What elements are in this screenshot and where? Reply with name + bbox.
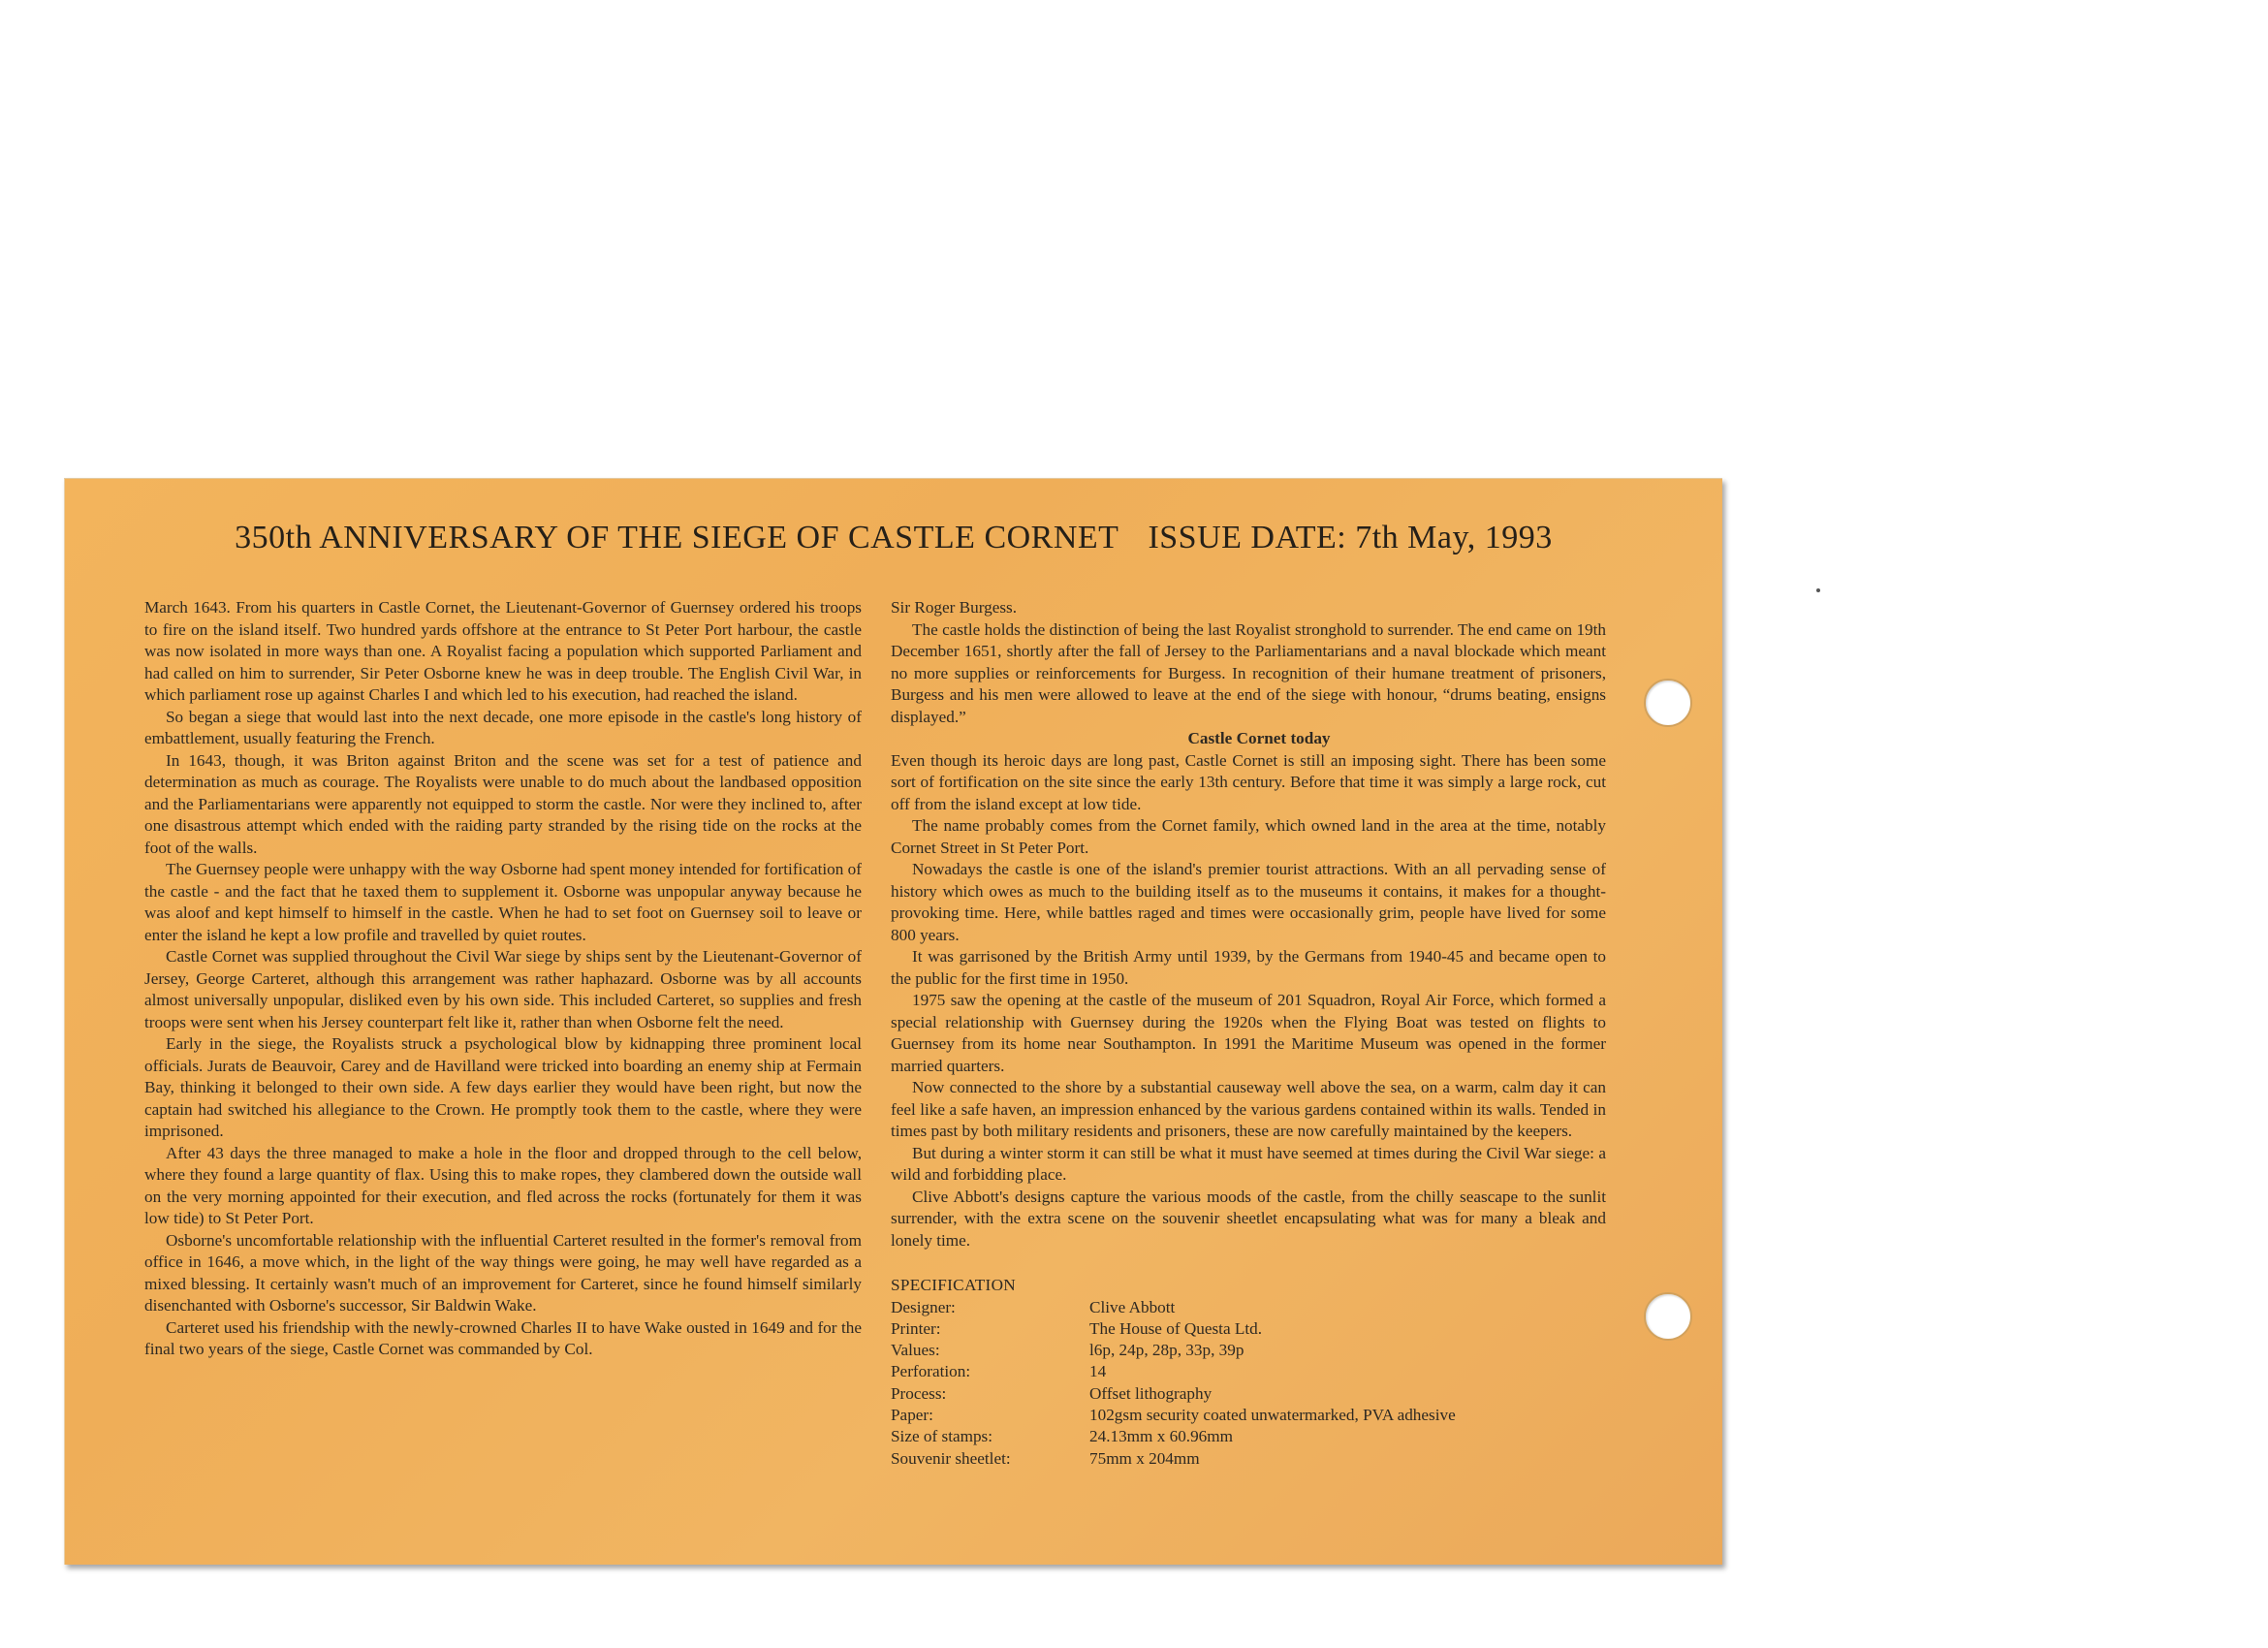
spec-row (891, 1448, 1606, 1470)
spec-row (891, 1318, 1606, 1340)
punch-hole-bottom (1644, 1292, 1692, 1341)
spec-label: Paper: (891, 1405, 933, 1424)
right-paragraph: It was garrisoned by the British Army until 1939, by the Germans from 1940-45 and became open to the public for the first time in 1950. (891, 947, 1606, 988)
right-paragraph: But during a winter storm it can still be what it must have seemed at times during the Civil War siege: a wild and forbidding place. (891, 1143, 1606, 1184)
spec-row (891, 1405, 1606, 1426)
title-issue-date: ISSUE DATE: 7th May, 1993 (1148, 520, 1553, 555)
spec-row (891, 1340, 1606, 1361)
specification-title: SPECIFICATION (891, 1276, 1017, 1294)
spec-row (891, 1383, 1606, 1405)
spec-value: The House of Questa Ltd. (1089, 1318, 1263, 1338)
right-paragraphs-before (891, 619, 1606, 729)
specification-table (891, 1297, 1606, 1470)
spec-row (891, 1426, 1606, 1447)
subheading-castle-cornet-today: Castle Cornet today (1187, 729, 1331, 747)
left-paragraph: So began a siege that would last into the next decade, one more episode in the castle's long history of embattlement, usually featuring the French. (144, 707, 862, 747)
spec-row (891, 1361, 1606, 1382)
left-paragraph: Early in the siege, the Royalists struck a psychological blow by kidnapping three prominent local officials. Jurats de Beauvoir, Carey and de Havilland were tricked into boarding an enemy ship at Fermain Bay, thinking it belonged to their own side. A few days earlier they would have been right, but now the captain had switched his allegiance to the Crown. He promptly took them to the castle, where they were imprisoned. (144, 1034, 862, 1140)
left-paragraph: Osborne's uncomfortable relationship with the influential Carteret resulted in the former's removal from office in 1646, a move which, in the light of the way things were going, he may well have regarded as a mixed blessing. It certainly wasn't much of an improvement for Carteret, since he found himself similarly disenchanted with Osborne's successor, Sir Baldwin Wake. (144, 1230, 862, 1315)
card-title (65, 520, 1722, 556)
right-paragraph: Clive Abbott's designs capture the various moods of the castle, from the chilly seascape to the sunlit surrender, with the extra scene on the souvenir sheetlet encapsulating what was for many a bleak and lonely time. (891, 1187, 1606, 1250)
right-column (891, 597, 1606, 1470)
spec-value: l6p, 24p, 28p, 33p, 39p (1089, 1341, 1244, 1360)
right-paragraph: Nowadays the castle is one of the island's premier tourist attractions. With an all pervading sense of history which owes as much to the building itself as to the museums it contains, it makes for a thought-provoking time. Here, while battles raged and times were occasionally grim, people have lived for some 800 years. (891, 860, 1606, 944)
info-card (64, 478, 1722, 1565)
left-paragraph: The Guernsey people were unhappy with the way Osborne had spent money intended for fortification of the castle - and the fact that he taxed them to supplement it. Osborne was unpopular anyway because he was aloof and kept himself to himself in the castle. When he had to set foot on Guernsey soil to leave or enter the island he kept a low profile and travelled by quiet routes. (144, 860, 862, 944)
spec-value: 75mm x 204mm (1089, 1448, 1200, 1468)
spec-value: 24.13mm x 60.96mm (1089, 1427, 1234, 1446)
spec-label: Souvenir sheetlet: (891, 1448, 1011, 1468)
spec-label: Designer: (891, 1297, 956, 1316)
right-paragraph: 1975 saw the opening at the castle of the museum of 201 Squadron, Royal Air Force, which formed a special relationship with Guernsey during the 1920s when the Flying Boat was tested on flights to Guernsey from its home near Southampton. In 1991 the Maritime Museum was opened in the former married quarters. (891, 991, 1606, 1075)
punch-hole-top (1644, 679, 1692, 727)
left-paragraph: Castle Cornet was supplied throughout the Civil War siege by ships sent by the Lieutenant-Governor of Jersey, George Carteret, although this arrangement was rather haphazard. Osborne was by all accounts almost universally unpopular, disliked even by his own side. This included Carteret, so supplies and fresh troops were sent when his Jersey counterpart felt like it, rather than when Osborne felt the need. (144, 947, 862, 1031)
continuation-text: Sir Roger Burgess. (891, 598, 1018, 617)
right-paragraph: Now connected to the shore by a substantial causeway well above the sea, on a warm, calm day it can feel like a safe haven, an impression enhanced by the various gardens contained within its walls. Tended in times past by both military residents and prisoners, these are now carefully maintained by the keepers. (891, 1078, 1606, 1140)
left-column (144, 597, 862, 1361)
spec-label: Printer: (891, 1318, 941, 1338)
spec-label: Values: (891, 1341, 940, 1360)
spec-label: Process: (891, 1383, 947, 1403)
spec-value: 14 (1089, 1362, 1107, 1381)
today-first-paragraph: Even though its heroic days are long past, Castle Cornet is still an imposing sight. There has been some sort of fortification on the site since the early 13th century. Before that time it was simply a large rock, cut off from the island except at low tide. (891, 750, 1606, 813)
spec-value: Clive Abbott (1089, 1297, 1176, 1316)
stray-dot (1816, 588, 1820, 592)
right-paragraph: The name probably comes from the Cornet family, which owned land in the area at the time, notably Cornet Street in St Peter Port. (891, 816, 1606, 857)
left-paragraph: March 1643. From his quarters in Castle Cornet, the Lieutenant-Governor of Guernsey ordered his troops to fire on the island itself. Two hundred yards offshore at the entrance to St Peter Port harbour, the castle was now isolated in more ways than one. A Royalist facing a population which supported Parliament and had called on him to surrender, Sir Peter Osborne knew he was in deep trouble. The English Civil War, in which parliament rose up against Charles I and which led to his execution, had reached the island. (144, 598, 862, 704)
spec-row (891, 1297, 1606, 1318)
left-paragraph: Carteret used his friendship with the newly-crowned Charles II to have Wake ousted in 1649 and for the final two years of the siege, Castle Cornet was commanded by Col. (144, 1317, 862, 1358)
right-paragraphs-after (891, 815, 1606, 1252)
spec-value: 102gsm security coated unwatermarked, PVA adhesive (1089, 1405, 1456, 1424)
left-paragraph: In 1643, though, it was Briton against Briton and the scene was set for a test of patience and determination as much as courage. The Royalists were unable to do much about the landbased opposition and the Parliamentarians were apparently not equipped to storm the castle. Nor were they inclined to, after one disastrous attempt which ended with the raiding party stranded by the rising tide on the rocks at the foot of the walls. (144, 750, 862, 857)
spec-label: Size of stamps: (891, 1427, 993, 1446)
spec-label: Perforation: (891, 1362, 971, 1381)
left-paragraph: After 43 days the three managed to make a hole in the floor and dropped through to the cell below, where they found a large quantity of flax. Using this to make ropes, they clambered down the outside wall on the very morning appointed for their execution, and fled across the rocks (fortunately for them it was low tide) to St Peter Port. (144, 1143, 862, 1227)
title-main: 350th ANNIVERSARY OF THE SIEGE OF CASTLE CORNET (235, 520, 1119, 555)
spec-value: Offset lithography (1089, 1383, 1213, 1403)
right-paragraph: The castle holds the distinction of being the last Royalist stronghold to surrender. The end came on 19th December 1651, shortly after the fall of Jersey to the Parliamentarians and a naval blockade which meant no more supplies or reinforcements for Burgess. In recognition of their humane treatment of prisoners, Burgess and his men were allowed to leave at the end of the siege with honour, “drums beating, ensigns displayed.” (891, 619, 1606, 726)
